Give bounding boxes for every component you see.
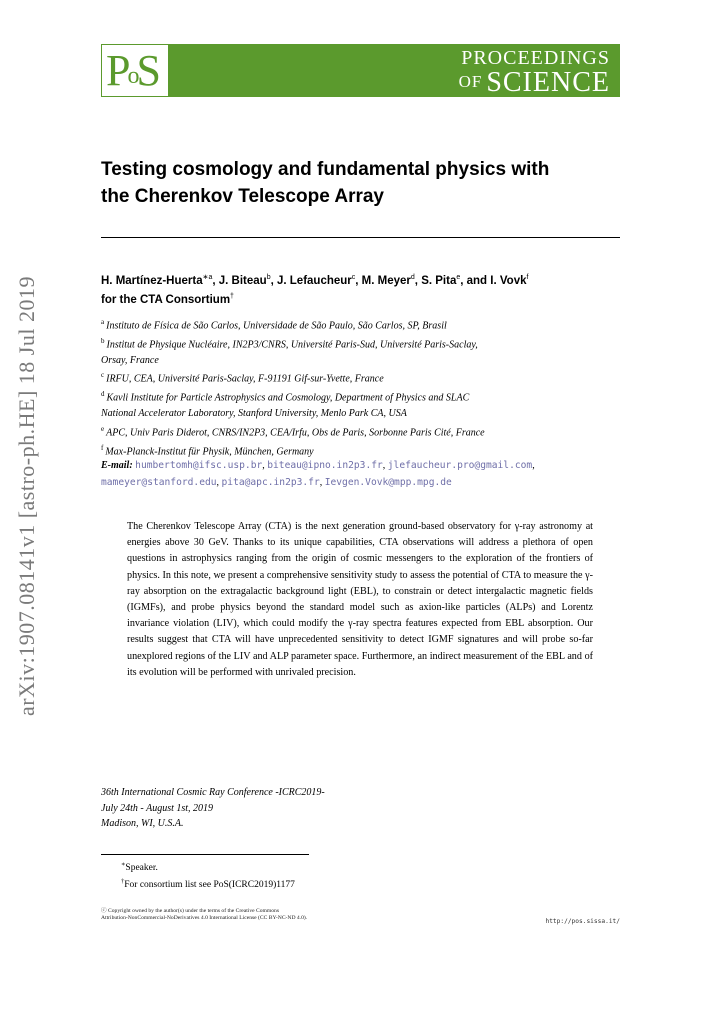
- author-affiliation-mark: f: [526, 274, 529, 281]
- author-line: [101, 270, 621, 289]
- footnote-rule: [101, 854, 309, 855]
- consortium-line: for the CTA Consortium†: [101, 292, 234, 306]
- affiliation-line: $^f$ Max-Planck-Institut für Physik, München, Germany: [101, 443, 314, 458]
- pos-url[interactable]: http://pos.sissa.it/: [545, 918, 620, 925]
- author-affiliation-mark: c: [351, 274, 356, 281]
- email-link[interactable]: biteau@ipno.in2p3.fr: [267, 460, 383, 471]
- author-name: S. Pita: [421, 274, 457, 287]
- email-label: E-mail:: [101, 460, 133, 471]
- affiliation-line: Orsay, France: [101, 354, 159, 366]
- footnote: †For consortium list see PoS(ICRC2019)1177: [121, 878, 295, 891]
- affiliation-list: [101, 315, 621, 460]
- footnotes: [101, 858, 295, 892]
- author-affiliation-mark: ∗a: [202, 274, 213, 281]
- affiliation-line: $^d$ Kavli Institute for Particle Astrophysics and Cosmology, Department of Physics and SLAC: [101, 390, 470, 404]
- affiliation-mark: c: [101, 371, 105, 380]
- copyright-notice: ⓒ Copyright owned by the author(s) under the terms of the Creative Commons Attribution-NonCommercial-NoDerivatives 4.0 International License (CC BY-NC-ND 4.0).: [101, 908, 308, 921]
- affiliation-mark: a: [101, 318, 105, 326]
- author-separator: ,: [414, 274, 422, 287]
- author-name: J. Lefaucheur: [277, 274, 352, 287]
- proceedings-of-science-title: [459, 48, 610, 97]
- author-name: M. Meyer: [361, 274, 411, 287]
- author-name: J. Biteau: [218, 274, 267, 287]
- author-affiliation-mark: e: [456, 274, 461, 281]
- abstract: The Cherenkov Telescope Array (CTA) is the next generation ground-based observatory for γ-ray astronomy at energies above 30 GeV. Thanks to its unique capabilities, CTA observations will address a plethora of open questions in astrophysics ranging from the origin of cosmic messengers to the exploration of the frontiers of physics. In this note, we present a comprehensive sensitivity study to assess the potential of CTA to measure the γ-ray absorption on the extragalactic background light (EBL), to constrain or detect intergalactic magnetic fields (IGMFs), and probe physics beyond the standard model such as axion-like particles (ALPs) and Lorentz invariance violation (LIV), which could modify the γ-ray spectra features expected from EBL absorption. Our results suggest that CTA will have unprecedented sensitivity to detect IGMF signatures and will probe so-far unexplored regions of the LIV and ALP parameter space. Furthermore, an indirect measurement of the EBL and of its evolution will be performed with unrivaled precision.: [127, 521, 593, 678]
- affiliation-mark: f: [101, 443, 104, 452]
- author-name: H. Martínez-Huerta: [101, 274, 203, 287]
- affiliation-line: $^b$ Institut de Physique Nucléaire, IN2P3/CNRS, Université Paris-Sud, Université Paris-Saclay,: [101, 336, 478, 351]
- email-link[interactable]: humbertomh@ifsc.usp.br: [135, 460, 263, 471]
- affiliation-line: National Accelerator Laboratory, Stanford University, Menlo Park CA, USA: [101, 408, 407, 420]
- affiliation-line: $^c$ IRFU, CEA, Université Paris-Saclay, F-91191 Gif-sur-Yvette, France: [101, 371, 384, 385]
- title-rule: [101, 237, 620, 238]
- affiliation-line: $^a$ Instituto de Física de São Carlos, Universidade de São Paulo, São Carlos, SP, Brasil: [101, 318, 447, 332]
- arxiv-identifier-stamp: arXiv:1907.08141v1 [astro-ph.HE] 18 Jul 2019: [14, 276, 39, 716]
- email-link[interactable]: Ievgen.Vovk@mpp.mpg.de: [324, 476, 452, 488]
- author-name: I. Vovk: [490, 274, 527, 287]
- of-science-word: OF SCIENCE: [458, 67, 610, 98]
- author-list: [101, 270, 621, 308]
- email-link[interactable]: jlefaucheur.pro@gmail.com: [387, 460, 533, 471]
- conference-info: 36th International Cosmic Ray Conference -ICRC2019- July 24th - August 1st, 2019 Madison, WI, U.S.A.: [101, 787, 325, 829]
- proceedings-word: PROCEEDINGS: [461, 47, 610, 69]
- author-separator: ,: [355, 274, 362, 287]
- author-affiliation-mark: b: [266, 274, 271, 281]
- affiliation-mark: d: [101, 390, 105, 399]
- affiliation-mark: b: [101, 336, 105, 345]
- email-link[interactable]: mameyer@stanford.edu: [101, 476, 217, 488]
- pos-logo-text: PoS: [106, 46, 158, 95]
- footnote: ∗Speaker.: [121, 861, 158, 874]
- author-separator: ,: [212, 274, 219, 287]
- email-block: E-mail: humbertomh@ifsc.usp.br, biteau@ipno.in2p3.fr, jlefaucheur.pro@gmail.com, mameyer@stanford.edu, pita@apc.in2p3.fr, Ievgen.Vovk@mpp.mpg.de: [101, 460, 535, 488]
- affiliation-line: $^e$ APC, Univ Paris Diderot, CNRS/IN2P3, CEA/Irfu, Obs de Paris, Sorbonne Paris Cité, France: [101, 424, 485, 439]
- author-affiliation-mark: d: [410, 274, 415, 281]
- author-separator: , and: [460, 274, 491, 287]
- email-link[interactable]: pita@apc.in2p3.fr: [221, 476, 320, 488]
- paper-title: Testing cosmology and fundamental physics with the Cherenkov Telescope Array: [101, 159, 550, 207]
- pos-logo: [101, 44, 169, 97]
- pos-header-banner: [101, 44, 620, 97]
- author-separator: ,: [270, 274, 277, 287]
- affiliation-mark: e: [101, 424, 105, 433]
